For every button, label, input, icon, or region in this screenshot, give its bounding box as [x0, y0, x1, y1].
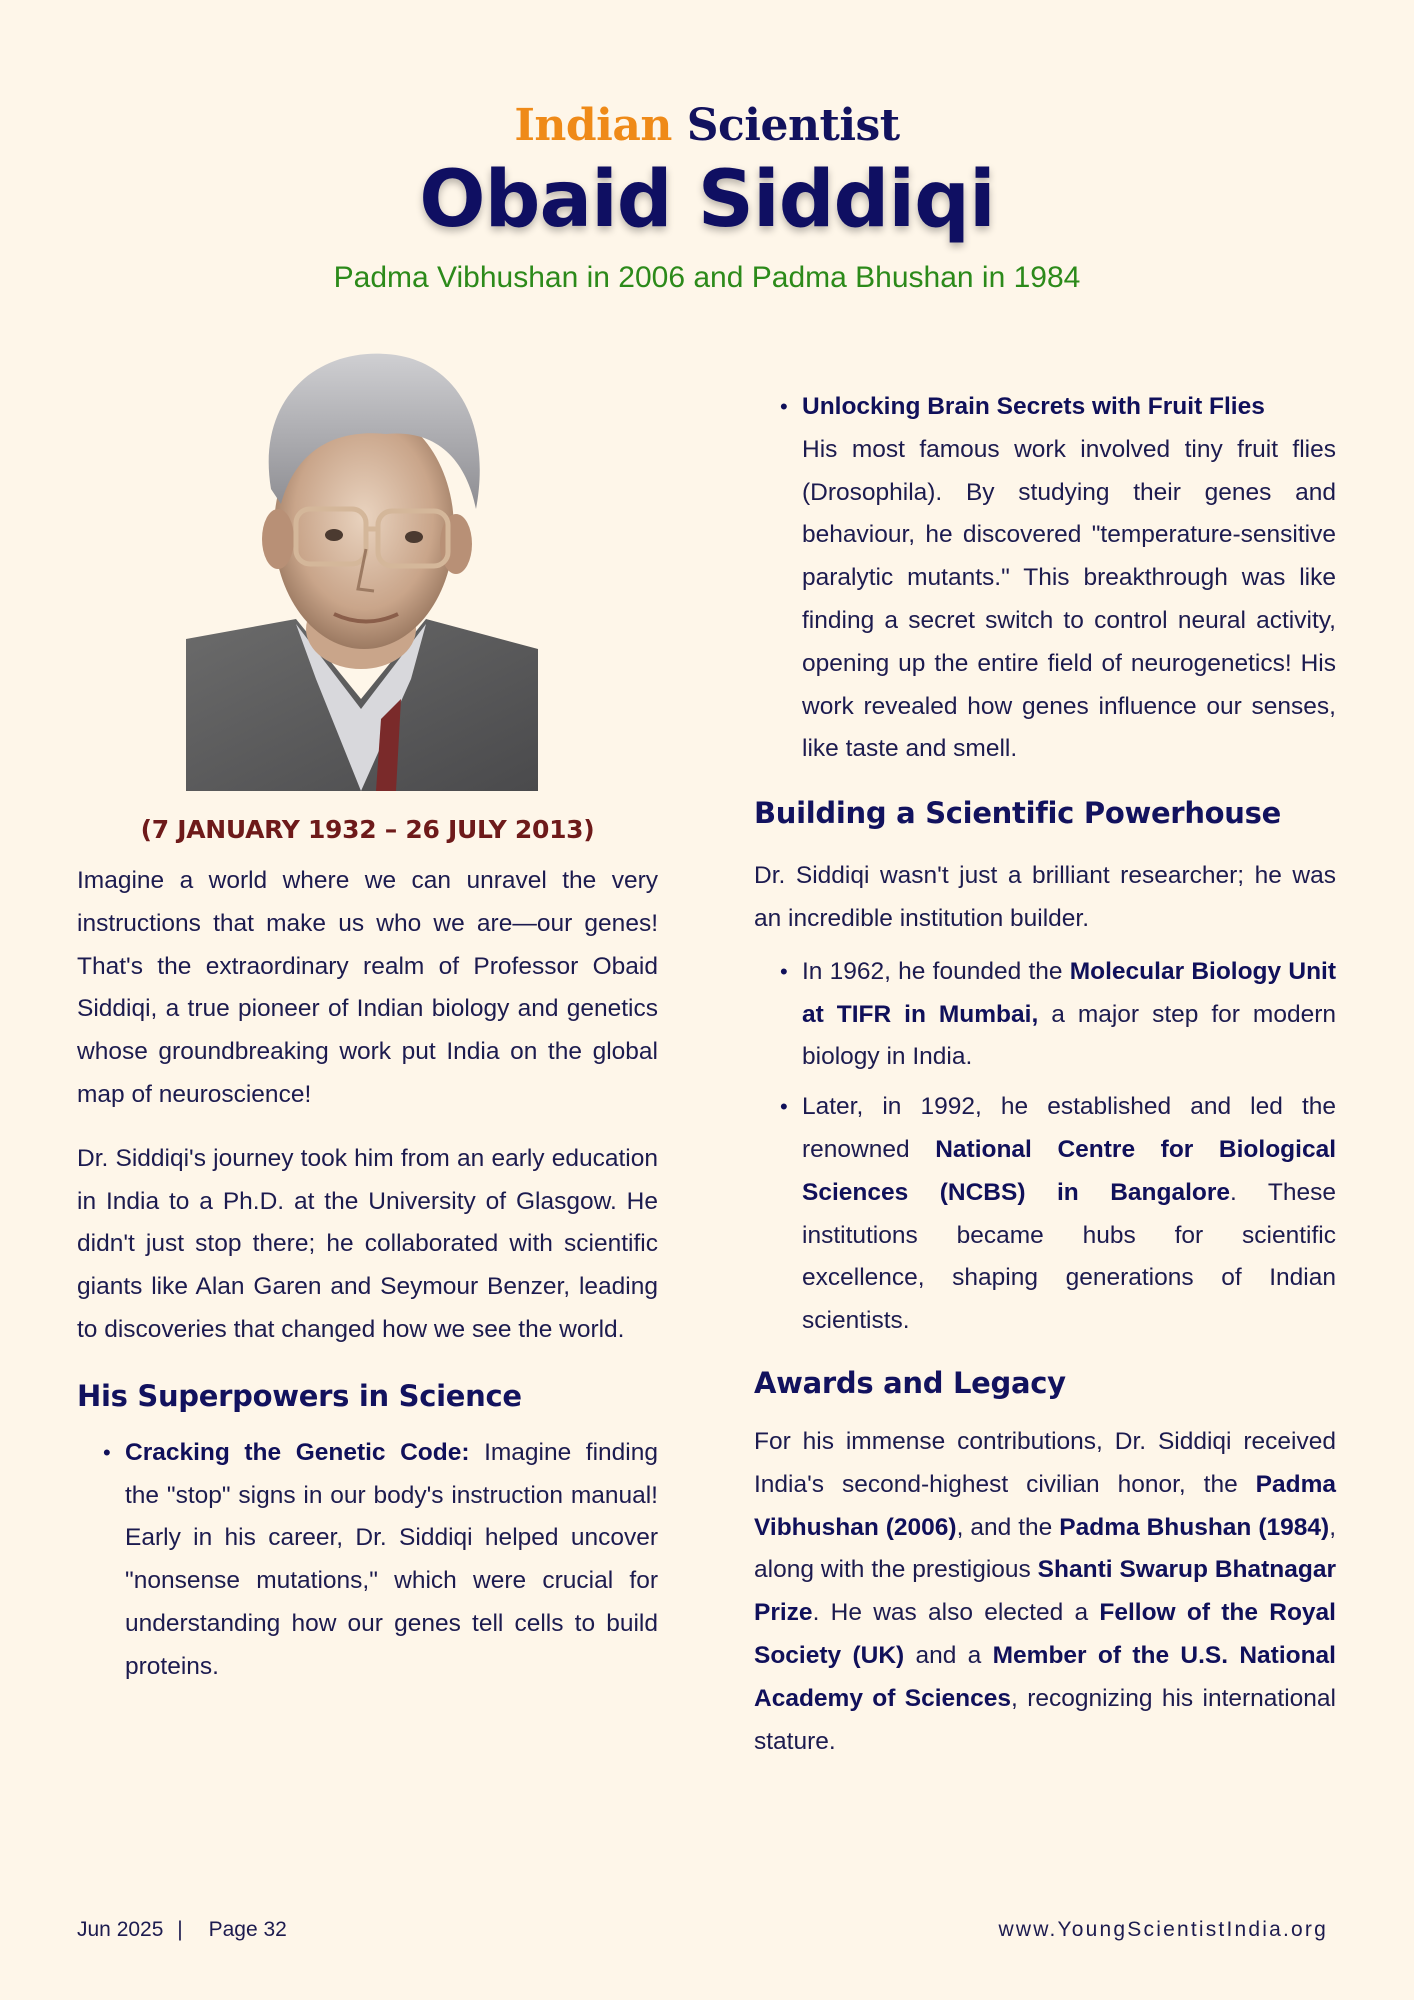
left-column [77, 860, 658, 1696]
institution-name: Molecular Biology Unit at TIFR in Mumbai, [802, 957, 1336, 1028]
kicker-indian: Indian [514, 100, 672, 151]
superpowers-list [77, 1432, 658, 1689]
bullet-icon: • [780, 394, 788, 419]
award-name: Member of the U.S. National Academy of Sciences [754, 1641, 1336, 1712]
right-column [754, 386, 1336, 1784]
list-item: • In 1962, he founded the Molecular Biology Unit at TIFR in Mumbai, a major step for modern biology in India. [802, 951, 1336, 1079]
journey-paragraph: Dr. Siddiqi's journey took him from an early education in India to a Ph.D. at the University of Glasgow. He didn't just stop there; he collaborated with scientific giants like Alan Garen and Seymour Benzer, leading to discoveries that changed how we see the world. [77, 1144, 658, 1343]
bullet-text: His most famous work involved tiny fruit flies (Drosophila). By studying their genes and behaviour, he discovered "temperature-sensitive paralytic mutants." This breakthrough was like finding a secret switch to control neural activity, opening up the entire field of neurogenetics! His work revealed how genes influence our senses, like taste and smell. [802, 435, 1336, 763]
institutions-list [754, 951, 1336, 1343]
footer-separator: | [177, 1918, 183, 1941]
life-dates: (7 JANUARY 1932 – 26 JULY 2013) [140, 815, 595, 844]
award-name: Shanti Swarup Bhatnagar Prize [754, 1556, 1336, 1627]
superpowers-heading: His Superpowers in Science [77, 1378, 522, 1413]
website-link[interactable]: www.YoungScientistIndia.org [998, 1918, 1328, 1941]
bullet-title: Cracking the Genetic Code: [125, 1438, 470, 1466]
page-number: Page 32 [208, 1918, 287, 1941]
awards-heading: Awards and Legacy [754, 1365, 1066, 1400]
bullet-icon: • [780, 958, 788, 984]
footer-issue-info [77, 1918, 287, 1942]
section-kicker [0, 98, 1414, 154]
list-item [780, 386, 1336, 771]
issue-date: Jun 2025 [77, 1918, 164, 1941]
bullet-icon: • [103, 1439, 111, 1465]
award-name: Padma Vibhushan (2006) [754, 1470, 1336, 1541]
award-name: Fellow of the Royal Society (UK) [754, 1599, 1336, 1669]
award-name: Padma Bhushan (1984) [1059, 1513, 1330, 1541]
powerhouse-intro: Dr. Siddiqi wasn't just a brilliant researcher; he was an incredible institution builder. [754, 862, 1336, 932]
intro-paragraph: Imagine a world where we can unravel the very instructions that make us who we are—our genes! That's the extraordinary realm of Professor Obaid Siddiqi, a true pioneer of Indian biology and genetics whose groundbreaking work put India on the global map of neuroscience! [77, 867, 658, 1108]
list-item [103, 1432, 658, 1689]
bullet-text: Imagine finding the "stop" signs in our body's instruction manual! Early in his career, Dr. Siddiqi helped uncover "nonsense mutations," which were crucial for understanding how our genes tell cells to build proteins. [125, 1438, 658, 1680]
bullet-icon: • [780, 1094, 788, 1120]
powerhouse-heading: Building a Scientific Powerhouse [754, 796, 1281, 831]
kicker-scientist: Scientist [686, 100, 900, 151]
institution-name: National Centre for Biological Sciences (NCBS) in Bangalore [802, 1135, 1336, 1206]
portrait-photo [186, 339, 538, 791]
list-item: • Later, in 1992, he established and led the renowned National Centre for Biological Sciences (NCBS) in Bangalore. These institutions became hubs for scientific excellence, shaping generations of Indian scientists. [802, 1086, 1336, 1343]
page-subtitle: Padma Vibhushan in 2006 and Padma Bhushan in 1984 [333, 261, 1081, 294]
page-title: Obaid Siddiqi [419, 155, 995, 245]
bullet-title: Unlocking Brain Secrets with Fruit Flies [802, 393, 1265, 420]
superpowers-list-continued [754, 386, 1336, 771]
page-header [0, 98, 1414, 300]
awards-paragraph: For his immense contributions, Dr. Siddiqi received India's second-highest civilian honor, the Padma Vibhushan (2006), and the Padma Bhushan (1984), along with the prestigious Shanti Swarup Bhatnagar Prize. He was also elected a Fellow of the Royal Society (UK) and a Member of the U.S. National Academy of Sciences, recognizing his international stature. [754, 1427, 1336, 1755]
